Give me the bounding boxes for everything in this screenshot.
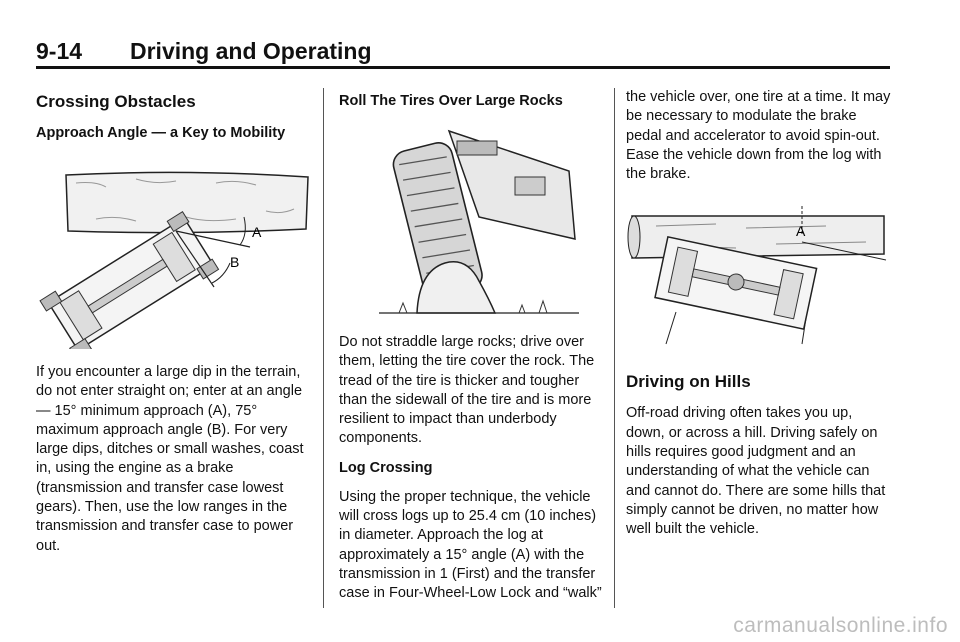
header-rule — [36, 66, 890, 69]
page-number: 9-14 — [36, 38, 83, 64]
body-paragraph: Using the proper technique, the vehicle will cross logs up to 25.4 cm (10 inches) in diameter. Approach the log at approximately a 15° angle (A) with the transmission in 1 (First) and the transfer case in Four-Wheel-Low Lock and “walk” — [339, 488, 602, 602]
subsection-heading: Roll The Tires Over Large Rocks — [339, 93, 563, 109]
page-header — [36, 36, 890, 70]
approach-angle-illustration — [36, 159, 312, 349]
body-paragraph: Off-road driving often takes you up, down, or across a hill. Driving safely on hills requires good judgment and an understanding of what the vehicle can and cannot do. There are some hills that simply cannot be driven, no matter how well built the vehicle. — [626, 405, 886, 538]
column-right — [626, 88, 892, 550]
body-paragraph: the vehicle over, one tire at a time. It may be necessary to modulate the brake pedal and accelerator to avoid spin-out. Ease the vehicle down from the log with the brake. — [626, 89, 891, 183]
log-crossing-illustration — [626, 206, 892, 346]
column-middle — [339, 88, 605, 614]
section-heading: Driving on Hills — [626, 372, 751, 392]
column-divider — [323, 88, 324, 608]
watermark: carmanualsonline.info — [733, 614, 948, 637]
figure-label-b: B — [230, 254, 240, 270]
column-divider — [614, 88, 615, 608]
subsection-heading: Log Crossing — [339, 459, 433, 476]
figure-label-a: A — [252, 224, 262, 240]
section-heading: Crossing Obstacles — [36, 92, 196, 111]
body-paragraph: Do not straddle large rocks; drive over them, letting the tire cover the rock. The tread of the tire is thicker and tougher than the sidewall of the tire and is more resilient to impact than underbody components. — [339, 334, 595, 447]
figure-label-a: A — [796, 223, 806, 240]
subsection-heading: Approach Angle — a Key to Mobility — [36, 125, 286, 141]
body-paragraph: If you encounter a large dip in the terrain, do not enter straight on; enter at an angle — 15° minimum approach (A), 75° maximum approach angle (B). For very large dips, ditches or small washes, coast in, using the engine as a brake (transmission and transfer case lowest gears). Then, use the low ranges in the transmission and transfer case to power out. — [36, 364, 304, 554]
tire-over-rock-illustration — [339, 121, 605, 321]
chapter-title: Driving and Operating — [130, 38, 372, 64]
column-left — [36, 88, 312, 566]
